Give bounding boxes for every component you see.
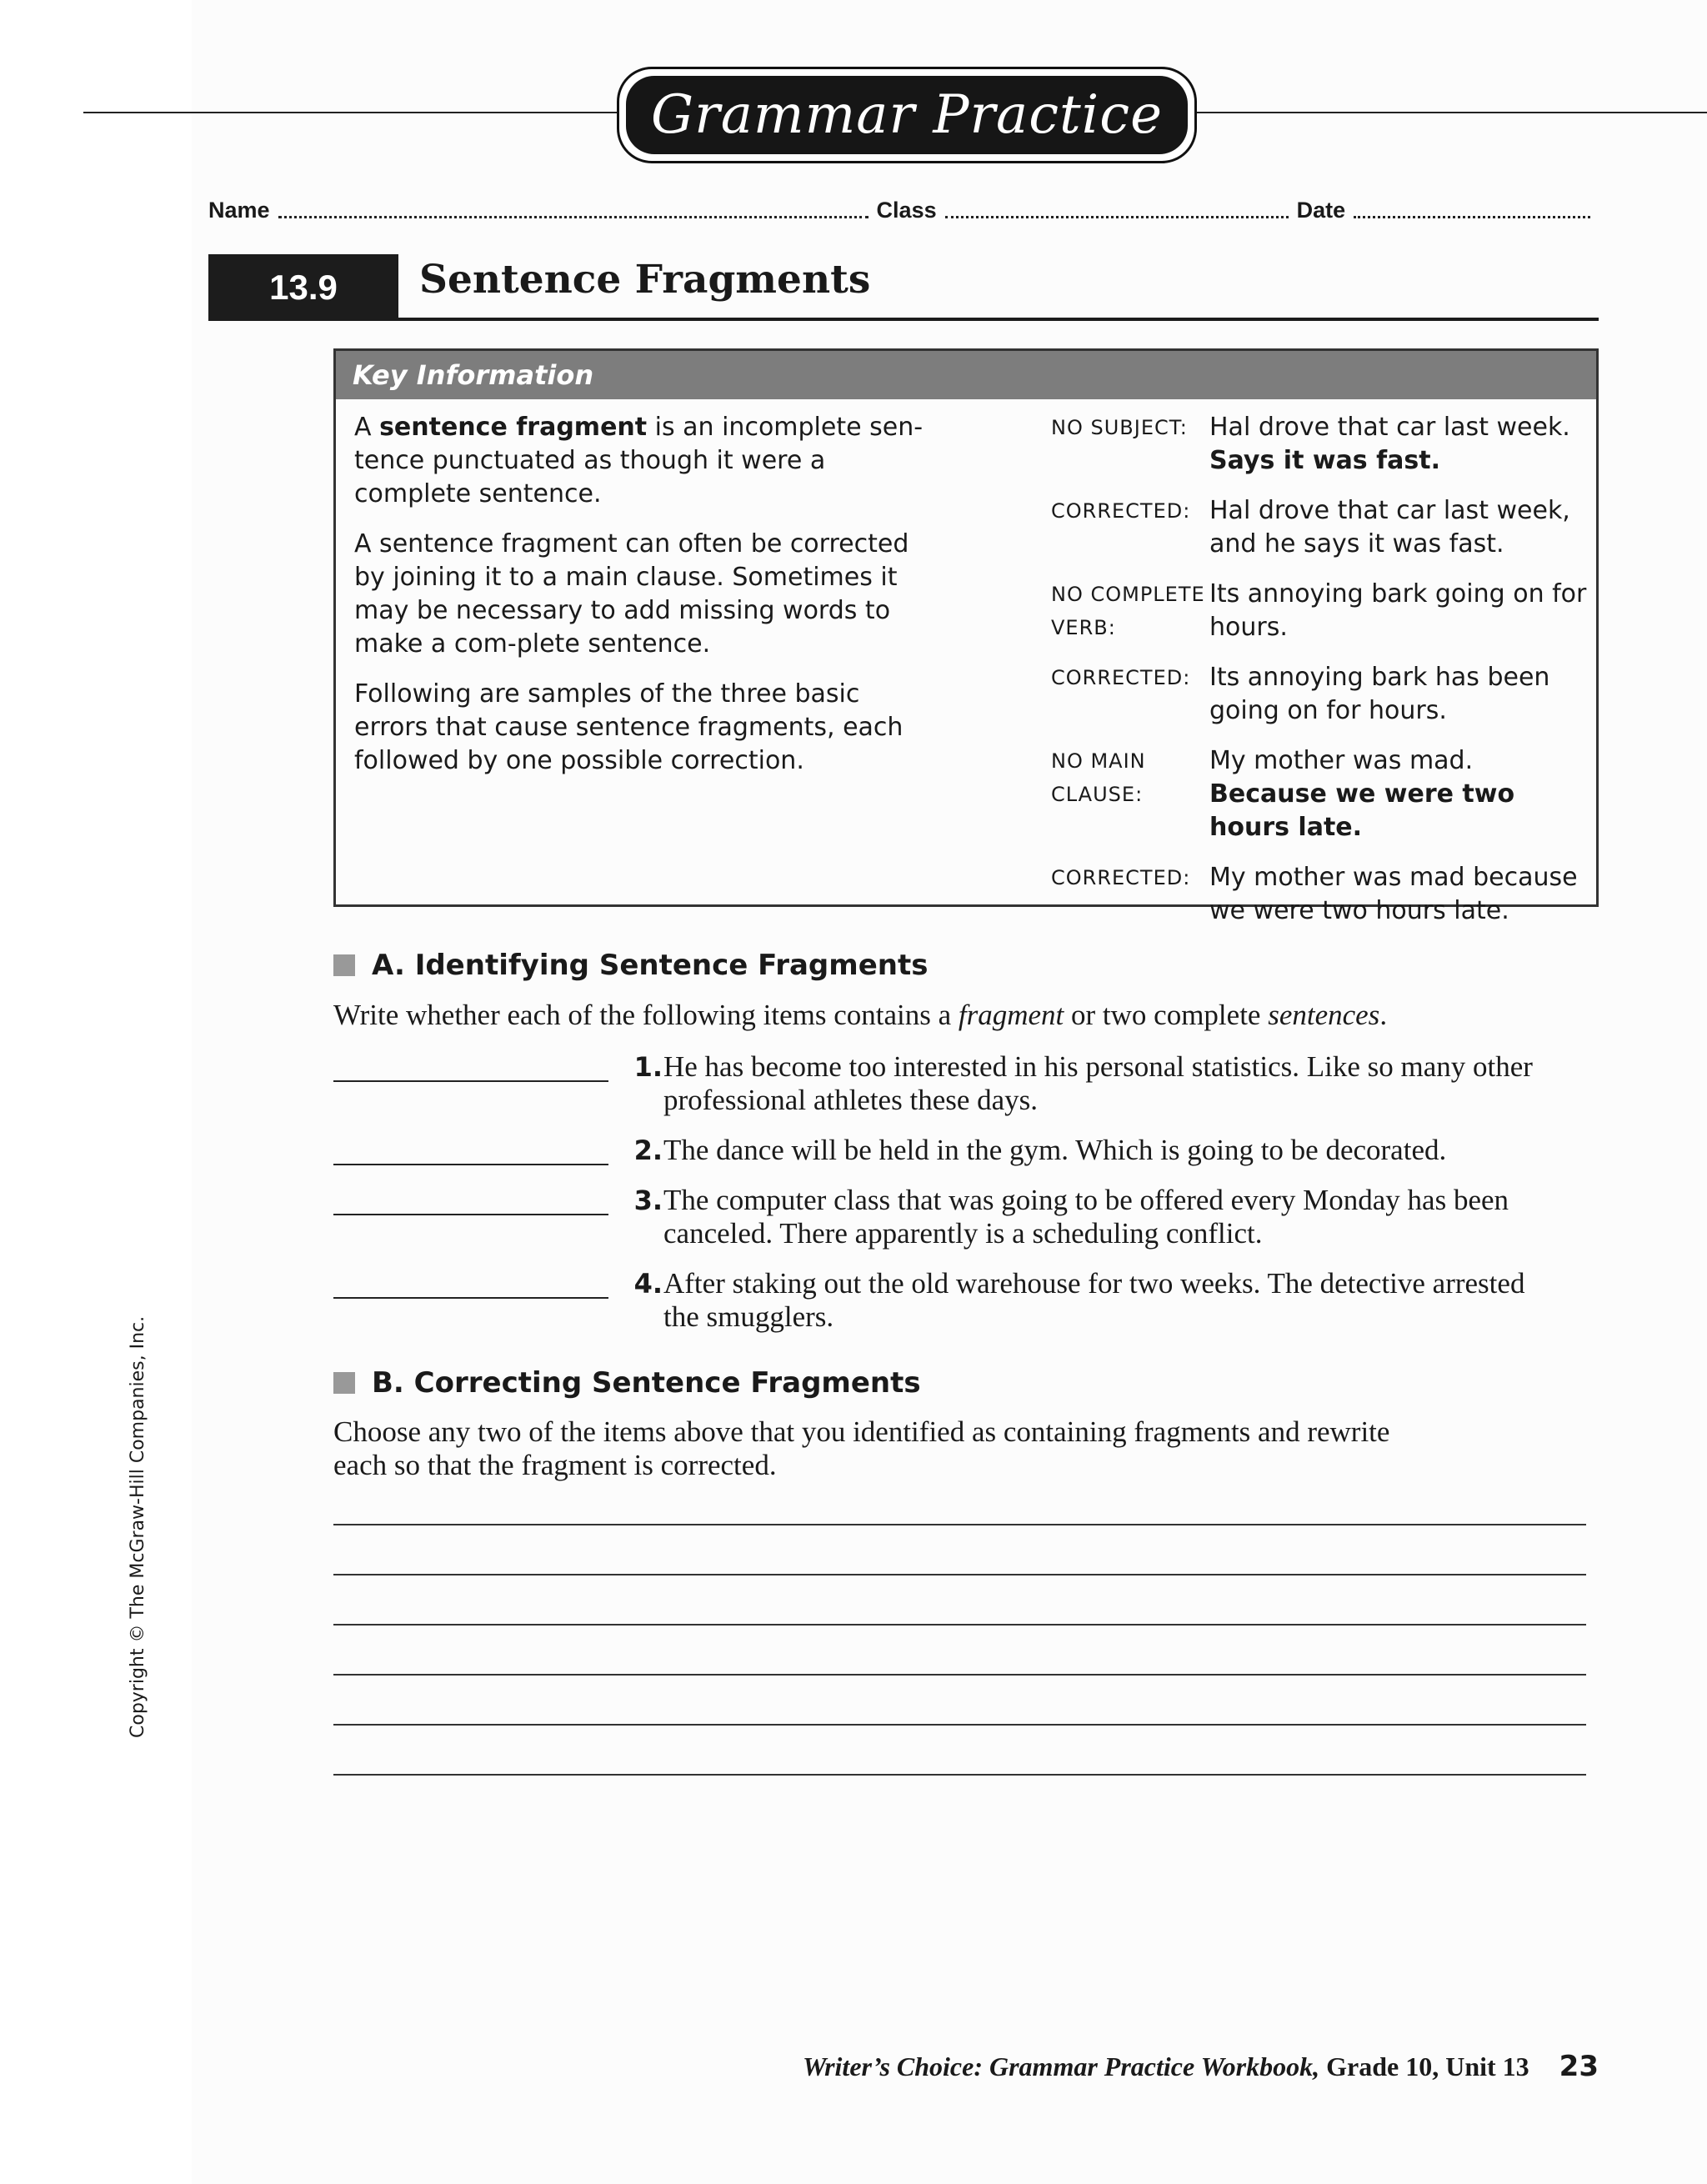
example-text: Its annoying bark has been going on for hours. (1209, 663, 1550, 725)
part-b-title: B. Correcting Sentence Fragments (372, 1366, 921, 1400)
example-text: Its annoying bark going on for hours. (1209, 579, 1587, 642)
example-fragment: Because we were two hours late. (1209, 779, 1515, 842)
footer-book-title: Writer’s Choice: Grammar Practice Workbook, (803, 2051, 1320, 2081)
date-label: Date (1296, 198, 1346, 223)
copyright-notice: Copyright © The McGraw-Hill Companies, Inc. (128, 1315, 148, 1738)
key-information-heading: Key Information (336, 351, 1596, 399)
example-text (1209, 411, 1570, 478)
example-sentence: My mother was mad. (1209, 746, 1474, 775)
key-term: sentence fragment (379, 413, 648, 442)
instr-em: fragment (958, 999, 1064, 1031)
example-row (1051, 411, 1593, 478)
key-paragraph-2: A sentence fragment can often be corrected by joining it to a main clause. Sometimes it may be necessary to add missing words to make a com-plete sentence. (354, 529, 909, 659)
part-a-instructions (333, 999, 1584, 1032)
part-b-heading (333, 1366, 921, 1400)
name-class-date-line (208, 193, 1599, 223)
item-text: He has become too interested in his personal statistics. Like so many other professional athletes these days. (663, 1050, 1533, 1116)
key-paragraph-1 (354, 411, 938, 511)
item-text: The computer class that was going to be offered every Monday has been canceled. There apparently is a scheduling conflict. (663, 1184, 1509, 1250)
answer-blank[interactable] (333, 1297, 608, 1299)
example-fragment: Says it was fast. (1209, 446, 1441, 475)
example-label: NO MAIN CLAUSE: (1051, 749, 1146, 806)
part-a-heading (333, 949, 928, 982)
example-row (1051, 494, 1593, 561)
key-information-box (333, 348, 1599, 925)
example-row (1051, 861, 1593, 928)
example-label: CORRECTED: (1051, 499, 1191, 523)
item-number: 4. (633, 1268, 663, 1300)
example-label: NO COMPLETE VERB: (1051, 583, 1205, 639)
item-number: 1. (633, 1051, 663, 1083)
footer-grade-unit: Grade 10, Unit 13 (1319, 2051, 1529, 2081)
example-row (1051, 661, 1593, 728)
bullet-square-icon (333, 1372, 355, 1394)
answer-blank[interactable] (333, 1164, 608, 1165)
writing-line[interactable] (333, 1524, 1586, 1525)
answer-blank[interactable] (333, 1214, 608, 1215)
date-field[interactable] (1354, 216, 1590, 218)
section-title: Sentence Fragments (419, 257, 871, 303)
writing-line[interactable] (333, 1674, 1586, 1676)
key-paragraph-3: Following are samples of the three basic errors that cause sentence fragments, each followed by one possible correction. (354, 679, 904, 775)
key-examples (1051, 411, 1593, 944)
part-b-instructions: Choose any two of the items above that you identified as containing fragments and rewrite each so that the fragment is corrected. (333, 1415, 1390, 1481)
writing-line[interactable] (333, 1624, 1586, 1625)
header-banner (617, 67, 1197, 163)
page-footer (803, 2050, 1599, 2083)
example-row (1051, 744, 1593, 844)
key-information-text (354, 411, 938, 794)
example-label: NO SUBJECT: (1051, 416, 1188, 439)
page-number: 23 (1559, 2050, 1599, 2083)
bullet-square-icon (333, 954, 355, 976)
writing-line[interactable] (333, 1574, 1586, 1575)
class-label: Class (876, 198, 937, 223)
section-rule (398, 318, 1599, 321)
item-text: The dance will be held in the gym. Which is going to be decorated. (663, 1134, 1447, 1166)
section-number: 13.9 (208, 254, 398, 321)
key-para1-pre: A (354, 413, 380, 442)
writing-line[interactable] (333, 1724, 1586, 1726)
example-text: Hal drove that car last week, and he says it was fast. (1209, 496, 1570, 559)
part-a-title: A. Identifying Sentence Fragments (372, 949, 929, 982)
example-sentence: Hal drove that car last week. (1209, 413, 1570, 442)
name-label: Name (208, 198, 270, 223)
name-field[interactable] (278, 216, 869, 218)
writing-line[interactable] (333, 1774, 1586, 1776)
instr-text: or two complete (1064, 999, 1269, 1031)
key-para1-post: is an incomplete sen-tence punctuated as though it were a complete sentence. (354, 413, 924, 508)
item-number: 2. (633, 1135, 663, 1166)
example-label: CORRECTED: (1051, 666, 1191, 689)
example-text: My mother was mad because we were two hours late. (1209, 863, 1578, 925)
item-number: 3. (633, 1185, 663, 1216)
instr-text: Write whether each of the following items contains a (333, 999, 959, 1031)
class-field[interactable] (945, 216, 1289, 218)
banner-title: Grammar Practice (651, 84, 1163, 146)
example-row (1051, 578, 1593, 644)
example-label: CORRECTED: (1051, 866, 1191, 889)
item-text: After staking out the old warehouse for two weeks. The detective arrested the smugglers. (663, 1267, 1525, 1333)
instr-text: . (1379, 999, 1388, 1031)
instr-em: sentences (1268, 999, 1380, 1031)
header-banner-inner (626, 76, 1188, 154)
example-text (1209, 744, 1593, 844)
answer-blank[interactable] (333, 1080, 608, 1082)
